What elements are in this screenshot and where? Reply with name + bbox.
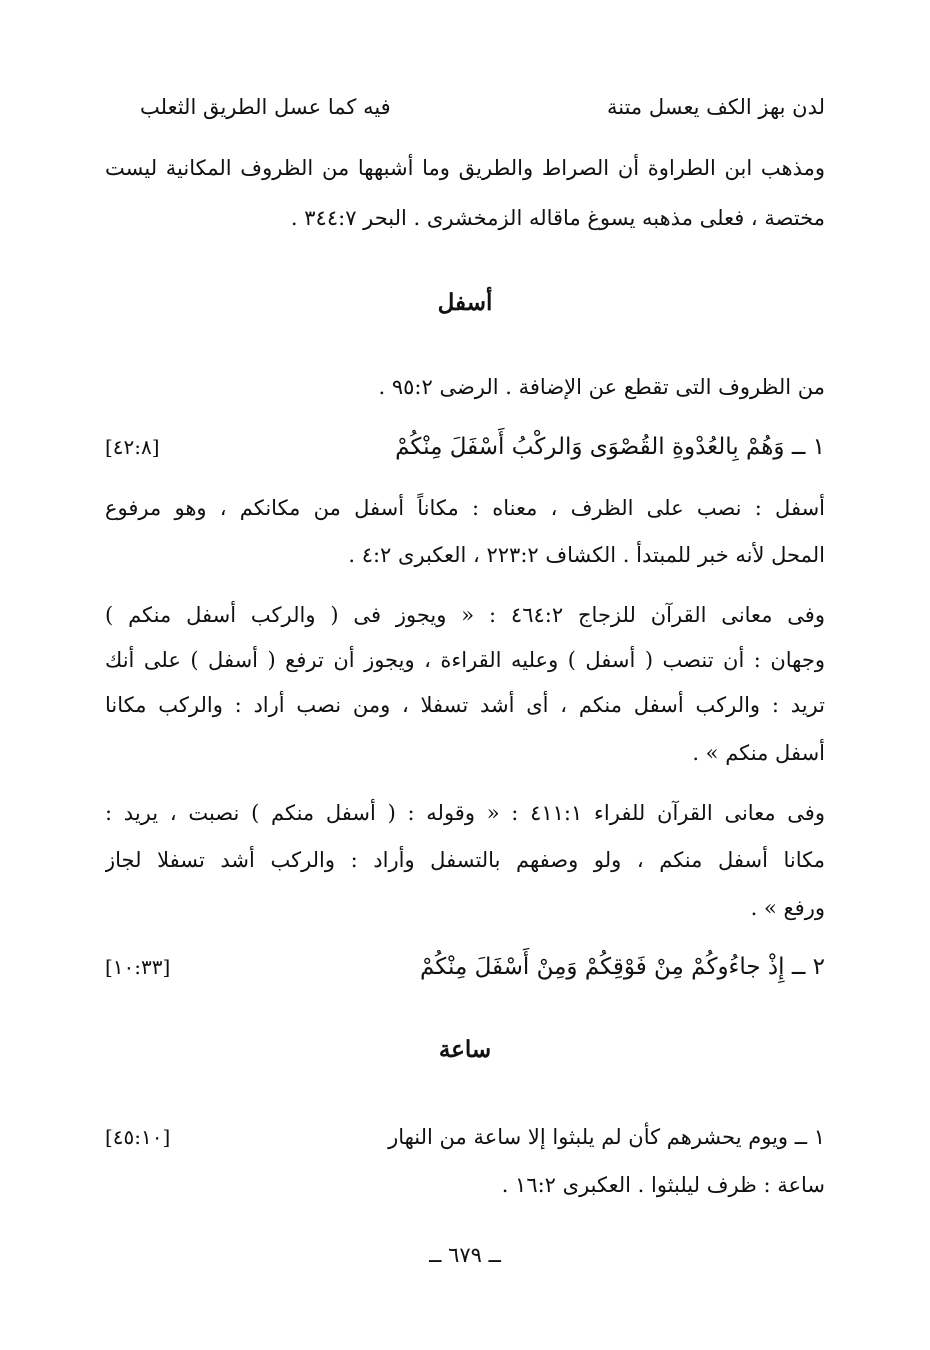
commentary-line: المحل لأنه خبر للمبتدأ . الكشاف ٢٢٣:٢ ، العكبرى ٤:٢ . (348, 543, 825, 567)
section-heading-asfal: أسفل (437, 289, 493, 316)
commentary-line: ورفع » . (750, 896, 825, 920)
page-number: ــ ٦٧٩ ــ (429, 1243, 501, 1267)
commentary-line: أسفل منكم » . (692, 741, 825, 765)
commentary-line: وجهان : أن تنصب ( أسفل ) وعليه القراءة ، ويجوز أن ترفع ( أسفل ) على أنك (105, 648, 825, 672)
quran-verse: ١ ــ وَهُمْ بِالعُدْوةِ القُصْوَى وَالركْبُ أَسْفَلَ مِنْكُمْ (395, 434, 825, 460)
commentary-line: تريد : والركب أسفل منكم ، أى أشد تسفلا ، ومن نصب أراد : والركب مكانا (105, 693, 825, 717)
poem-right-hemistich: لدن بهز الكف يعسل متنة (606, 95, 825, 119)
commentary-line: أسفل : نصب على الظرف ، معناه : مكاناً أسفل من مكانكم ، وهو مرفوع (105, 496, 825, 520)
intro-line: مختصة ، فعلى مذهبه يسوغ ماقاله الزمخشرى . البحر ٣٤٤:٧ . (290, 206, 825, 230)
definition-text: من الظروف التى تقطع عن الإضافة . الرضى ٩٥:٢ . (378, 375, 825, 399)
quran-verse: ٢ ــ إِذْ جاءُوكُمْ مِنْ فَوْقِكُمْ وَمِنْ أَسْفَلَ مِنْكُمْ (420, 954, 825, 980)
commentary-line: وفى معانى القرآن للزجاج ٤٦٤:٢ : « ويجوز فى ( والركب أسفل منكم ) (105, 603, 825, 627)
verse-reference: [٤٢:٨] (105, 435, 160, 459)
intro-line: ومذهب ابن الطراوة أن الصراط والطريق وما أشبهها من الظروف المكانية ليست (105, 156, 825, 180)
poem-left-hemistich: فيه كما عسل الطريق الثعلب (140, 95, 391, 119)
quran-verse: ١ ــ ويوم يحشرهم كأن لم يلبثوا إلا ساعة من النهار (388, 1125, 825, 1149)
section-heading-saa: ساعة (438, 1036, 492, 1063)
verse-reference: [٤٥:١٠] (105, 1125, 171, 1149)
commentary-line: ساعة : ظرف ليلبثوا . العكبرى ١٦:٢ . (501, 1173, 825, 1197)
commentary-line: وفى معانى القرآن للفراء ٤١١:١ : « وقوله : ( أسفل منكم ) نصبت ، يريد : (105, 801, 825, 825)
verse-reference: [١٠:٣٣] (105, 955, 171, 979)
commentary-line: مكانا أسفل منكم ، ولو وصفهم بالتسفل وأراد : والركب أشد تسفلا لجاز (105, 848, 825, 872)
